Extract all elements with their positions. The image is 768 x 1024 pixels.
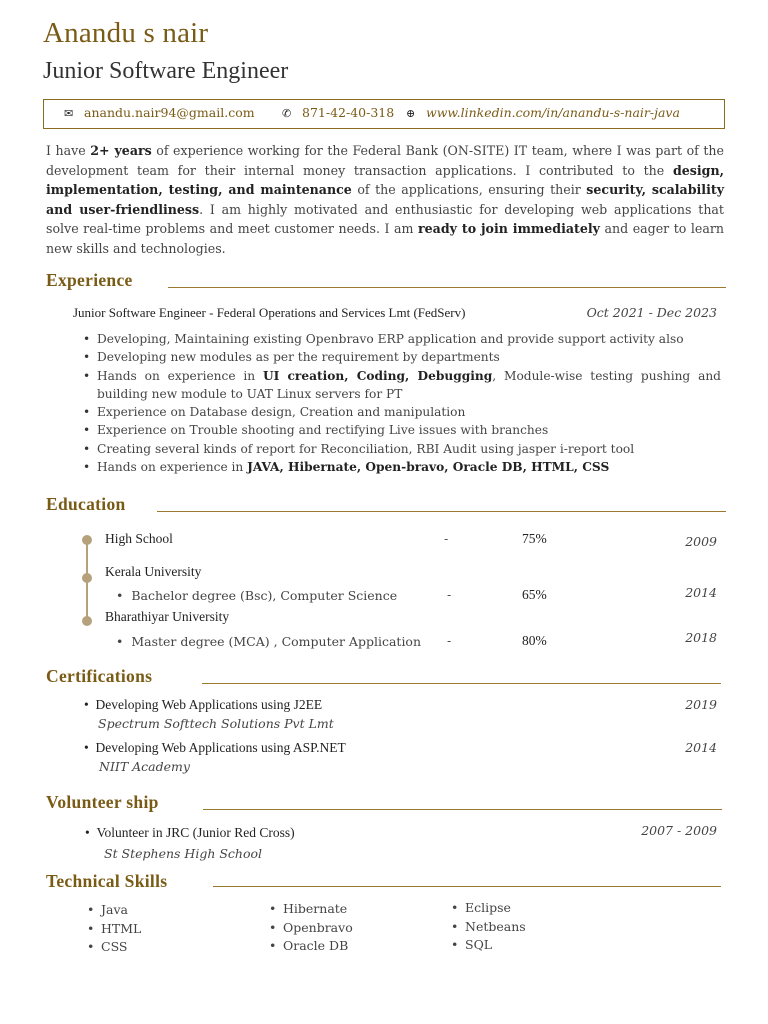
- certification-org: Spectrum Softtech Solutions Pvt Lmt: [98, 716, 334, 731]
- volunteer-years: 2007 - 2009: [641, 823, 717, 838]
- list-item: • Developing new modules as per the requirement by departments: [83, 348, 721, 366]
- job-title: Junior Software Engineer: [43, 58, 289, 84]
- list-item: • Developing, Maintaining existing Openbravo ERP application and provide support activity also: [83, 330, 721, 348]
- education-score: 75%: [522, 531, 547, 546]
- certification-year: 2019: [685, 697, 717, 712]
- skill-item: • Java: [87, 901, 141, 920]
- education-school: Kerala University: [105, 564, 202, 579]
- skills-rule: [213, 886, 721, 887]
- timeline-dot: [82, 616, 92, 626]
- skill-item: • Openbravo: [269, 919, 353, 938]
- list-item: • Hands on experience in UI creation, Coding, Debugging, Module-wise testing pushing and building new module to UAT Linux servers for PT: [83, 367, 721, 404]
- education-dash: -: [447, 587, 452, 602]
- phone-icon: ✆: [282, 107, 292, 120]
- phone-item[interactable]: [282, 105, 394, 120]
- education-dash: -: [444, 531, 449, 546]
- experience-bullets: [83, 330, 721, 476]
- education-rule: [157, 511, 726, 512]
- volunteer-heading: Volunteer ship: [46, 792, 159, 812]
- skills-column-1: [87, 901, 141, 957]
- skill-item: • Netbeans: [451, 918, 526, 937]
- linkedin-item[interactable]: [406, 105, 680, 120]
- skills-heading: Technical Skills: [46, 871, 168, 891]
- education-dash: -: [447, 633, 452, 648]
- profile-summary: I have 2+ years of experience working for the Federal Bank (ON-SITE) IT team, where I was part of the development team for their internal money transaction applications. I contributed to the design, implementation, testing, and maintenance of the applications, ensuring their security, scalability and user-friendliness. I am highly motivated and enthusiastic for developing web applications that solve real-time problems and meet customer needs. I am ready to join immediately and eager to learn new skills and technologies.: [46, 143, 725, 256]
- certifications-rule: [202, 683, 721, 684]
- skill-item: • CSS: [87, 938, 141, 957]
- education-school: High School: [105, 531, 173, 546]
- skills-column-3: [451, 899, 526, 955]
- volunteer-rule: [203, 809, 722, 810]
- experience-dates: Oct 2021 - Dec 2023: [586, 305, 717, 320]
- skill-item: • Eclipse: [451, 899, 526, 918]
- certification-title: • Developing Web Applications using ASP.NET: [84, 740, 346, 755]
- education-year: 2009: [685, 534, 717, 549]
- list-item: • Creating several kinds of report for Reconciliation, RBI Audit using jasper i-report tool: [83, 440, 721, 458]
- timeline-dot: [82, 573, 92, 583]
- skills-column-2: [269, 900, 353, 956]
- skill-item: • SQL: [451, 936, 526, 955]
- phone-text[interactable]: 871-42-40-318: [302, 105, 395, 120]
- education-school: Bharathiyar University: [105, 609, 230, 624]
- contact-bar: [43, 99, 725, 129]
- timeline-dot: [82, 535, 92, 545]
- email-item[interactable]: [64, 105, 255, 120]
- education-score: 80%: [522, 633, 547, 648]
- list-item: • Experience on Database design, Creation and manipulation: [83, 403, 721, 421]
- candidate-name: Anandu s nair: [43, 17, 209, 49]
- certification-org: NIIT Academy: [99, 759, 190, 774]
- certification-title: • Developing Web Applications using J2EE: [84, 697, 323, 712]
- list-item: • Hands on experience in JAVA, Hibernate, Open-bravo, Oracle DB, HTML, CSS: [83, 458, 721, 476]
- education-score: 65%: [522, 587, 547, 602]
- linkedin-link[interactable]: www.linkedin.com/in/anandu-s-nair-java: [426, 105, 680, 120]
- education-heading: Education: [46, 494, 126, 514]
- email-text[interactable]: anandu.nair94@gmail.com: [84, 105, 255, 120]
- skill-item: • HTML: [87, 920, 141, 939]
- certification-year: 2014: [685, 740, 717, 755]
- education-year: 2018: [685, 630, 717, 645]
- experience-role: Junior Software Engineer - Federal Operations and Services Lmt (FedServ): [73, 305, 466, 320]
- volunteer-org: St Stephens High School: [104, 846, 263, 861]
- education-degree: • Master degree (MCA) , Computer Application: [116, 634, 422, 649]
- certifications-heading: Certifications: [46, 666, 153, 686]
- globe-icon: ⊕: [406, 107, 416, 120]
- skill-item: • Oracle DB: [269, 937, 353, 956]
- experience-heading: Experience: [46, 270, 133, 290]
- volunteer-title: • Volunteer in JRC (Junior Red Cross): [85, 825, 295, 840]
- experience-rule: [168, 287, 726, 288]
- education-degree: • Bachelor degree (Bsc), Computer Science: [116, 588, 398, 603]
- education-year: 2014: [685, 585, 717, 600]
- skill-item: • Hibernate: [269, 900, 353, 919]
- envelope-icon: ✉: [64, 107, 74, 120]
- list-item: • Experience on Trouble shooting and rectifying Live issues with branches: [83, 421, 721, 439]
